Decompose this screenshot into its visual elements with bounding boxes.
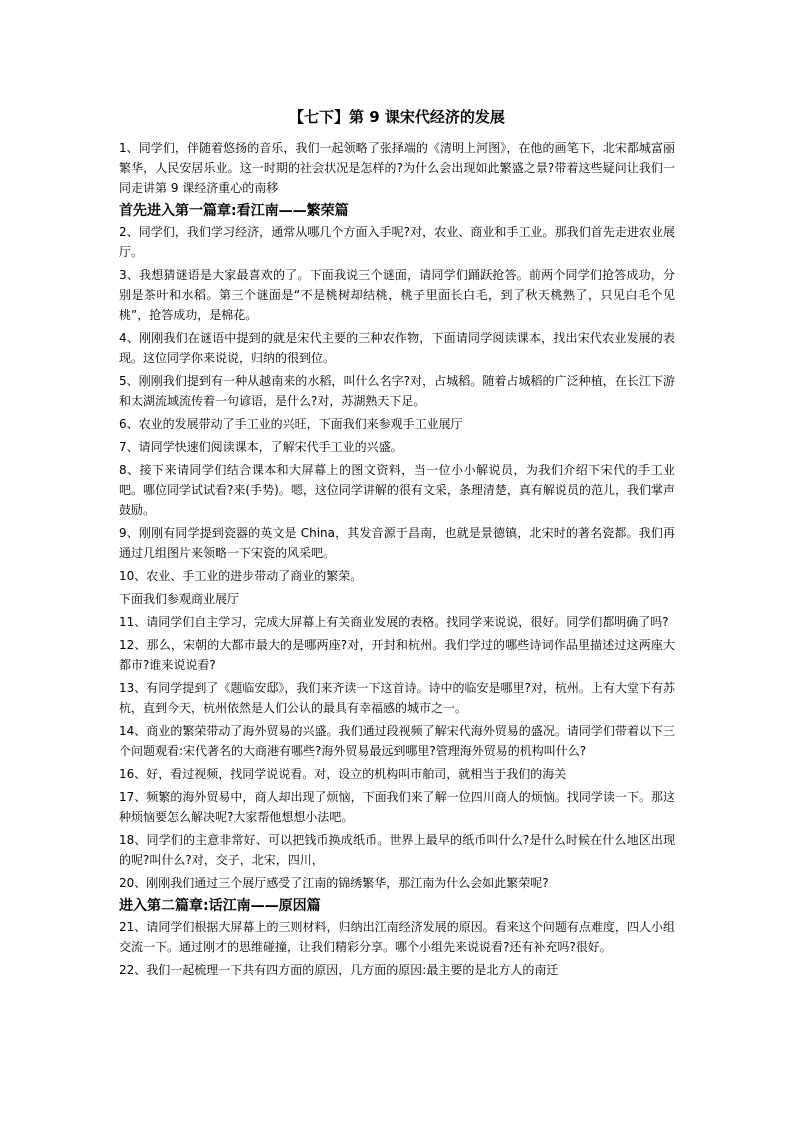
paragraph: 18、同学们的主意非常好、可以把钱币换成纸币。世界上最早的纸币叫什么?是什么时候在什么地区出现的呢?叫什么?对，交子，北宋，四川， xyxy=(119,833,675,867)
paragraph: 14、商业的繁荣带动了海外贸易的兴盛。我们通过段视频了解宋代海外贸易的盛况。请同学们带着以下三个问题观看:宋代著名的大商港有哪些?海外贸易最远到哪里?管理海外贸易的机构叫什么? xyxy=(119,724,675,758)
paragraph: 6、农业的发展带动了手工业的兴旺，下面我们来参观手工业展厅 xyxy=(119,417,463,431)
document-body xyxy=(119,138,675,980)
section-heading: 进入第二篇章:话江南——原因篇 xyxy=(119,898,321,914)
paragraph: 21、请同学们根据大屏幕上的三则材料，归纳出江南经济发展的原因。看来这个问题有点难度，四人小组交流一下。通过刚才的思维碰撞，让我们精彩分享。哪个小组先来说说看?还有补充吗?很好。 xyxy=(119,920,675,954)
paragraph: 8、接下来请同学们结合课本和大屏幕上的图文资料，当一位小小解说员，为我们介绍下宋代的手工业吧。哪位同学试试看?来(手势)。嗯，这位同学讲解的很有文采，条理清楚，真有解说员的范儿，我们掌声鼓励。 xyxy=(119,463,675,517)
paragraph: 13、有同学提到了《题临安邸》，我们来齐读一下这首诗。诗中的临安是哪里?对，杭州。上有大堂下有苏杭，直到今天，杭州依然是人们公认的最具有幸福感的城市之一。 xyxy=(119,681,675,715)
document-title: 【七下】第 9 课宋代经济的发展 xyxy=(289,108,505,126)
paragraph: 16、好，看过视频，找同学说说看。对，设立的机构叫市舶司，就相当于我们的海关 xyxy=(119,767,567,781)
document-page xyxy=(119,106,675,983)
paragraph: 22、我们一起梳理一下共有四方面的原因，几方面的原因:最主要的是北方人的南迁 xyxy=(119,963,559,977)
paragraph: 1、同学们，伴随着悠扬的音乐，我们一起领略了张择端的《清明上河图》，在他的画笔下，北宋都城富丽繁华，人民安居乐业。这一时期的社会状况是怎样的?为什么会出现如此繁盛之景?带着这些疑问让我们一同走讲第 9 课经济重心的南移 xyxy=(119,141,675,195)
paragraph: 4、刚刚我们在谜语中提到的就是宋代主要的三种农作物，下面请同学阅读课本，找出宋代农业发展的表现。这位同学你来说说，归纳的很到位。 xyxy=(119,331,675,365)
paragraph: 17、频繁的海外贸易中，商人却出现了烦恼，下面我们来了解一位四川商人的烦恼。找同学读一下。那这种烦恼要怎么解决呢?大家帮他想想小法吧。 xyxy=(119,790,675,824)
section-heading: 首先进入第一篇章:看江南——繁荣篇 xyxy=(119,203,349,219)
paragraph: 10、农业、手工业的进步带动了商业的繁荣。 xyxy=(119,569,363,583)
paragraph: 9、刚刚有同学提到瓷器的英文是 China，其发音源于昌南，也就是景德镇，北宋时的著名瓷都。我们再通过几组图片来领略一下宋瓷的风采吧。 xyxy=(119,526,675,560)
paragraph: 5、刚刚我们提到有一种从越南来的水稻，叫什么名字?对，占城稻。随着占城稻的广泛种植，在长江下游和太湖流域流传着一句谚语，是什么?对，苏湖熟天下足。 xyxy=(119,374,675,408)
paragraph: 2、同学们，我们学习经济，通常从哪几个方面入手呢?对，农业、商业和手工业。那我们首先走进农业展厅。 xyxy=(119,225,675,259)
paragraph: 7、请同学快速们阅读课本，了解宋代手工业的兴盛。 xyxy=(119,440,403,454)
paragraph: 11、请同学们自主学习，完成大屏幕上有关商业发展的表格。找同学来说说，很好。同学们都明确了吗? xyxy=(119,615,669,629)
paragraph: 20、刚刚我们通过三个展厅感受了江南的锦绣繁华，那江南为什么会如此繁荣呢? xyxy=(119,876,549,890)
paragraph: 3、我想猜谜语是大家最喜欢的了。下面我说三个谜面，请同学们踊跃抢答。前两个同学们抢答成功，分别是茶叶和水稻。第三个谜面是“不是桃树却结桃，桃子里面长白毛，到了秋天桃熟了，只见白毛个见桃”，抢答成功，是棉花。 xyxy=(119,268,675,322)
paragraph: 12、那么，宋朝的大都市最大的是哪两座?对，开封和杭州。我们学过的哪些诗词作品里描述过这两座大都市?谁来说说看? xyxy=(119,638,675,672)
paragraph: 下面我们参观商业展厅 xyxy=(119,592,240,606)
